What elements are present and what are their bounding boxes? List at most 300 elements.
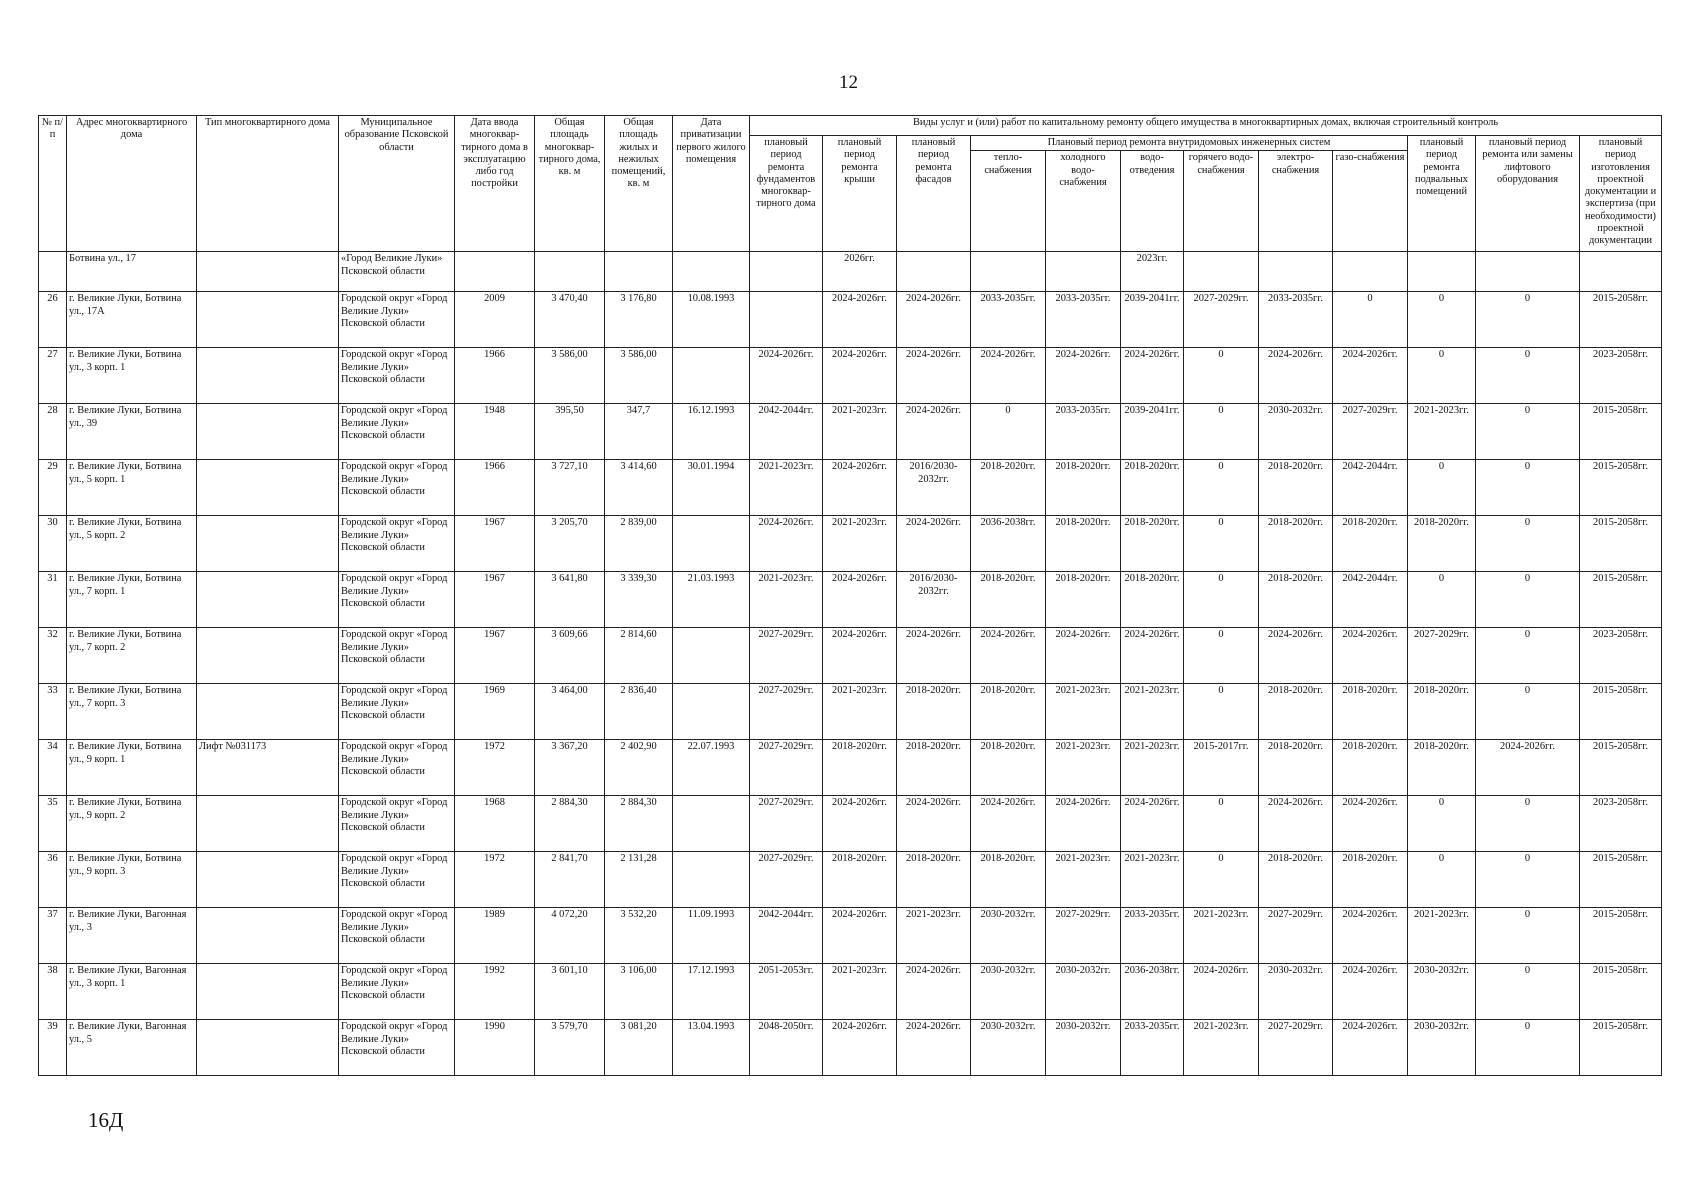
header-living-area: Общая площадь жилых и нежилых помещений, кв. м [605, 116, 673, 252]
table-cell: 0 [1408, 852, 1476, 908]
table-cell [197, 964, 339, 1020]
table-cell: 27 [39, 348, 67, 404]
table-cell: 31 [39, 572, 67, 628]
table-cell: 2018-2020гг. [1333, 516, 1408, 572]
table-cell [197, 252, 339, 292]
table-cell: 36 [39, 852, 67, 908]
header-municipality: Муниципальное образование Псковской области [339, 116, 455, 252]
header-hot-water: горячего водо-снабжения [1184, 151, 1259, 252]
table-cell: Ботвина ул., 17 [67, 252, 197, 292]
table-cell [197, 572, 339, 628]
table-cell: г. Великие Луки, Ботвина ул., 9 корп. 2 [67, 796, 197, 852]
table-cell: 17.12.1993 [673, 964, 750, 1020]
table-row [39, 404, 1662, 460]
table-cell [1580, 252, 1662, 292]
table-cell: 34 [39, 740, 67, 796]
table-row [39, 572, 1662, 628]
table-cell: 2 836,40 [605, 684, 673, 740]
table-cell: 2027-2029гг. [1259, 1020, 1333, 1076]
table-cell: 2024-2026гг. [897, 292, 971, 348]
header-cold-water: холодного водо-снабжения [1046, 151, 1121, 252]
table-cell: Городской округ «Город Великие Луки» Псковской области [339, 628, 455, 684]
table-cell: 2027-2029гг. [1046, 908, 1121, 964]
table-cell: 0 [1408, 348, 1476, 404]
table-cell: 2024-2026гг. [1333, 964, 1408, 1020]
table-cell: 2015-2017гг. [1184, 740, 1259, 796]
table-cell: 3 470,40 [535, 292, 605, 348]
table-cell: Городской округ «Город Великие Луки» Псковской области [339, 684, 455, 740]
table-cell: 2018-2020гг. [1259, 572, 1333, 628]
table-cell [197, 684, 339, 740]
table-cell: Городской округ «Город Великие Луки» Псковской области [339, 404, 455, 460]
table-cell: 2042-2044гг. [1333, 460, 1408, 516]
table-cell: 0 [1476, 684, 1580, 740]
table-cell: 1972 [455, 740, 535, 796]
table-cell [197, 404, 339, 460]
header-basement: плановый период ремонта подвальных помещений [1408, 136, 1476, 252]
table-row [39, 796, 1662, 852]
table-cell: 2018-2020гг. [1046, 572, 1121, 628]
table-cell: 4 072,20 [535, 908, 605, 964]
table-cell: 2024-2026гг. [897, 796, 971, 852]
table-cell: г. Великие Луки, Ботвина ул., 39 [67, 404, 197, 460]
table-cell: 2024-2026гг. [1333, 348, 1408, 404]
table-cell: 3 727,10 [535, 460, 605, 516]
table-cell: 2021-2023гг. [1046, 852, 1121, 908]
table-cell: 2023-2058гг. [1580, 348, 1662, 404]
table-cell: 2021-2023гг. [823, 684, 897, 740]
table-cell: «Город Великие Луки» Псковской области [339, 252, 455, 292]
table-cell: 2024-2026гг. [1259, 796, 1333, 852]
table-cell: 2021-2023гг. [1121, 852, 1184, 908]
table-cell [197, 292, 339, 348]
table-cell: 2018-2020гг. [1259, 740, 1333, 796]
table-cell: Лифт №031173 [197, 740, 339, 796]
table-cell: 2030-2032гг. [971, 908, 1046, 964]
table-cell: 2024-2026гг. [1259, 348, 1333, 404]
table-cell: 2033-2035гг. [1046, 404, 1121, 460]
table-cell: 1972 [455, 852, 535, 908]
table-cell [197, 460, 339, 516]
table-cell [1259, 252, 1333, 292]
table-cell [673, 252, 750, 292]
table-cell: г. Великие Луки, Ботвина ул., 7 корп. 3 [67, 684, 197, 740]
table-cell [197, 1020, 339, 1076]
table-cell: 1989 [455, 908, 535, 964]
table-cell: 2024-2026гг. [823, 292, 897, 348]
table-cell: 0 [1476, 1020, 1580, 1076]
table-cell: 2 884,30 [535, 796, 605, 852]
header-foundation: плановый период ремонта фундаментов многоквар-тирного дома [750, 136, 823, 252]
table-cell: 2021-2023гг. [1046, 684, 1121, 740]
table-cell: 3 464,00 [535, 684, 605, 740]
table-cell: 2018-2020гг. [1121, 460, 1184, 516]
table-cell: 3 205,70 [535, 516, 605, 572]
table-cell: Городской округ «Город Великие Луки» Псковской области [339, 740, 455, 796]
table-cell: 2033-2035гг. [971, 292, 1046, 348]
table-cell: 2024-2026гг. [1184, 964, 1259, 1020]
table-cell: 2015-2058гг. [1580, 964, 1662, 1020]
table-cell: 0 [1476, 292, 1580, 348]
table-cell: 3 601,10 [535, 964, 605, 1020]
table-cell: 2024-2026гг. [897, 348, 971, 404]
table-cell: 0 [1476, 964, 1580, 1020]
table-cell: 0 [1408, 460, 1476, 516]
table-cell: 0 [1476, 460, 1580, 516]
table-cell: 2024-2026гг. [897, 516, 971, 572]
table-cell [673, 628, 750, 684]
table-cell [673, 516, 750, 572]
table-cell [897, 252, 971, 292]
table-row [39, 740, 1662, 796]
table-cell [1184, 252, 1259, 292]
table-body [39, 252, 1662, 1076]
table-cell [197, 516, 339, 572]
table-cell: 2018-2020гг. [1259, 684, 1333, 740]
table-cell: 2018-2020гг. [1333, 852, 1408, 908]
table-cell: 1968 [455, 796, 535, 852]
table-cell: 2021-2023гг. [1184, 908, 1259, 964]
header-heat: тепло-снабжения [971, 151, 1046, 252]
table-cell: 2015-2058гг. [1580, 404, 1662, 460]
table-cell: 2021-2023гг. [823, 964, 897, 1020]
table-cell: 3 609,66 [535, 628, 605, 684]
table-cell: 0 [1408, 292, 1476, 348]
table-cell: 2021-2023гг. [1184, 1020, 1259, 1076]
table-row [39, 852, 1662, 908]
table-cell: 2015-2058гг. [1580, 516, 1662, 572]
table-cell: 2015-2058гг. [1580, 684, 1662, 740]
table-cell: 2024-2026гг. [897, 404, 971, 460]
table-cell: 2030-2032гг. [1259, 964, 1333, 1020]
table-cell: 2030-2032гг. [1408, 1020, 1476, 1076]
table-cell: 2039-2041гг. [1121, 404, 1184, 460]
table-cell: 2021-2023гг. [1121, 740, 1184, 796]
table-cell: 2027-2029гг. [1259, 908, 1333, 964]
table-cell [197, 852, 339, 908]
table-cell: 0 [1408, 796, 1476, 852]
table-cell: 10.08.1993 [673, 292, 750, 348]
table-cell: 2016/2030-2032гг. [897, 572, 971, 628]
table-cell: 0 [1476, 572, 1580, 628]
table-cell: 2023гг. [1121, 252, 1184, 292]
table-cell: 2024-2026гг. [971, 628, 1046, 684]
table-cell: г. Великие Луки, Ботвина ул., 9 корп. 1 [67, 740, 197, 796]
table-cell: г. Великие Луки, Вагонная ул., 3 корп. 1 [67, 964, 197, 1020]
table-cell: 0 [1476, 628, 1580, 684]
table-cell: 3 414,60 [605, 460, 673, 516]
table-cell: 0 [1476, 404, 1580, 460]
header-address: Адрес многоквартирного дома [67, 116, 197, 252]
table-cell: 2027-2029гг. [750, 796, 823, 852]
table-cell: 2024-2026гг. [897, 964, 971, 1020]
table-cell [605, 252, 673, 292]
table-cell: 0 [1184, 516, 1259, 572]
table-cell: 33 [39, 684, 67, 740]
table-cell: 2042-2044гг. [1333, 572, 1408, 628]
table-cell: г. Великие Луки, Ботвина ул., 7 корп. 1 [67, 572, 197, 628]
table-cell: 2042-2044гг. [750, 908, 823, 964]
table-cell: 2024-2026гг. [1046, 796, 1121, 852]
table-row [39, 684, 1662, 740]
table-row [39, 348, 1662, 404]
table-cell: 1969 [455, 684, 535, 740]
table-cell: 2018-2020гг. [971, 460, 1046, 516]
table-cell: 30.01.1994 [673, 460, 750, 516]
table-cell: г. Великие Луки, Вагонная ул., 5 [67, 1020, 197, 1076]
table-cell: 2024-2026гг. [897, 1020, 971, 1076]
table-cell: 2036-2038гг. [971, 516, 1046, 572]
table-cell: 2048-2050гг. [750, 1020, 823, 1076]
table-cell: 2015-2058гг. [1580, 292, 1662, 348]
table-cell: 28 [39, 404, 67, 460]
table-cell: 2009 [455, 292, 535, 348]
table-cell: 2021-2023гг. [750, 572, 823, 628]
header-roof: плановый период ремонта крыши [823, 136, 897, 252]
table-cell: 2024-2026гг. [823, 796, 897, 852]
table-cell: 2030-2032гг. [1259, 404, 1333, 460]
table-cell: 2018-2020гг. [1046, 460, 1121, 516]
header-electricity: электро-снабжения [1259, 151, 1333, 252]
table-cell: Городской округ «Город Великие Луки» Псковской области [339, 852, 455, 908]
table-cell: Городской округ «Город Великие Луки» Псковской области [339, 964, 455, 1020]
table-cell: 2018-2020гг. [971, 684, 1046, 740]
table-cell: 2024-2026гг. [1121, 628, 1184, 684]
table-cell: 2018-2020гг. [823, 852, 897, 908]
table-cell: 38 [39, 964, 67, 1020]
table-cell: 2042-2044гг. [750, 404, 823, 460]
table-cell: 0 [1476, 348, 1580, 404]
table-cell: 2023-2058гг. [1580, 796, 1662, 852]
table-cell: 11.09.1993 [673, 908, 750, 964]
table-cell: 2018-2020гг. [971, 852, 1046, 908]
table-cell: 2018-2020гг. [897, 740, 971, 796]
table-cell: 0 [1184, 852, 1259, 908]
table-cell: 2027-2029гг. [750, 852, 823, 908]
table-cell: 22.07.1993 [673, 740, 750, 796]
table-cell: 1966 [455, 460, 535, 516]
table-cell: 2030-2032гг. [1046, 964, 1121, 1020]
header-engineering-group: Плановый период ремонта внутридомовых инженерных систем [971, 136, 1408, 151]
table-cell: 2015-2058гг. [1580, 740, 1662, 796]
table-cell: 2018-2020гг. [1333, 684, 1408, 740]
table-cell: 0 [1476, 796, 1580, 852]
table-cell: 1966 [455, 348, 535, 404]
table-cell: 2015-2058гг. [1580, 852, 1662, 908]
table-cell [197, 628, 339, 684]
table-cell: 0 [1184, 684, 1259, 740]
table-cell: 2018-2020гг. [971, 572, 1046, 628]
capital-repair-table [38, 115, 1662, 1076]
table-cell: г. Великие Луки, Ботвина ул., 5 корп. 1 [67, 460, 197, 516]
table-cell: 0 [1184, 348, 1259, 404]
table-cell: 3 586,00 [535, 348, 605, 404]
table-cell: 2027-2029гг. [1184, 292, 1259, 348]
table-cell: 0 [1184, 796, 1259, 852]
table-cell [1046, 252, 1121, 292]
table-cell: 2030-2032гг. [1046, 1020, 1121, 1076]
table-cell: Городской округ «Город Великие Луки» Псковской области [339, 1020, 455, 1076]
table-cell: Городской округ «Город Великие Луки» Псковской области [339, 572, 455, 628]
table-cell: 2015-2058гг. [1580, 572, 1662, 628]
table-cell: 2018-2020гг. [1121, 516, 1184, 572]
table-cell: 2021-2023гг. [1046, 740, 1121, 796]
table-cell: 2015-2058гг. [1580, 460, 1662, 516]
table-cell: 1967 [455, 628, 535, 684]
table-cell [1333, 252, 1408, 292]
table-cell [673, 348, 750, 404]
table-cell: 0 [971, 404, 1046, 460]
table-cell: 0 [1476, 516, 1580, 572]
table-cell: 2024-2026гг. [1121, 796, 1184, 852]
table-cell: 2018-2020гг. [1259, 516, 1333, 572]
table-cell: 2021-2023гг. [823, 516, 897, 572]
table-cell: 3 339,30 [605, 572, 673, 628]
table-cell: 2027-2029гг. [750, 740, 823, 796]
table-cell: 2024-2026гг. [1046, 628, 1121, 684]
table-cell: 0 [1408, 572, 1476, 628]
table-cell [673, 684, 750, 740]
table-cell: 32 [39, 628, 67, 684]
table-row [39, 292, 1662, 348]
table-cell: 2018-2020гг. [1408, 516, 1476, 572]
table-cell: 2018-2020гг. [1121, 572, 1184, 628]
table-cell: Городской округ «Город Великие Луки» Псковской области [339, 348, 455, 404]
table-cell: 21.03.1993 [673, 572, 750, 628]
header-elevator: плановый период ремонта или замены лифтового оборудования [1476, 136, 1580, 252]
table-cell [39, 252, 67, 292]
table-cell: Городской округ «Город Великие Луки» Псковской области [339, 908, 455, 964]
table-cell: 37 [39, 908, 67, 964]
table-cell: 2024-2026гг. [971, 348, 1046, 404]
table-cell: 2024-2026гг. [1476, 740, 1580, 796]
table-cell: 2033-2035гг. [1121, 908, 1184, 964]
table-cell [455, 252, 535, 292]
table-cell: 2024-2026гг. [1333, 1020, 1408, 1076]
table-cell: 0 [1184, 404, 1259, 460]
table-row [39, 460, 1662, 516]
table-cell [535, 252, 605, 292]
table-cell: 2024-2026гг. [1121, 348, 1184, 404]
table-cell: 2026гг. [823, 252, 897, 292]
table-cell: 29 [39, 460, 67, 516]
table-cell: 2015-2058гг. [1580, 908, 1662, 964]
table-row-continuation [39, 252, 1662, 292]
table-cell: 0 [1184, 628, 1259, 684]
table-cell: 2021-2023гг. [750, 460, 823, 516]
table-cell: 30 [39, 516, 67, 572]
table-cell: 0 [1184, 572, 1259, 628]
table-cell: 2030-2032гг. [971, 1020, 1046, 1076]
table-cell: 1967 [455, 516, 535, 572]
table-cell: 2 402,90 [605, 740, 673, 796]
table-cell: 2024-2026гг. [823, 460, 897, 516]
table-cell [197, 796, 339, 852]
table-cell: 2018-2020гг. [897, 852, 971, 908]
header-gas: газо-снабжения [1333, 151, 1408, 252]
table-cell: 2018-2020гг. [1259, 852, 1333, 908]
table-cell: 0 [1476, 908, 1580, 964]
table-cell: 2024-2026гг. [823, 628, 897, 684]
table-cell: 2021-2023гг. [1121, 684, 1184, 740]
table-cell: г. Великие Луки, Ботвина ул., 5 корп. 2 [67, 516, 197, 572]
header-num: № п/п [39, 116, 67, 252]
table-cell: 2 841,70 [535, 852, 605, 908]
table-cell: 26 [39, 292, 67, 348]
table-cell: 2018-2020гг. [1046, 516, 1121, 572]
table-cell: 3 081,20 [605, 1020, 673, 1076]
table-cell: 2018-2020гг. [823, 740, 897, 796]
table-cell: 35 [39, 796, 67, 852]
table-cell: 2021-2023гг. [1408, 404, 1476, 460]
table-cell: 16.12.1993 [673, 404, 750, 460]
table-cell: 2024-2026гг. [750, 348, 823, 404]
table-cell: 2021-2023гг. [1408, 908, 1476, 964]
header-works-group: Виды услуг и (или) работ по капитальному ремонту общего имущества в многоквартирных домах, включая строительный контроль [750, 116, 1662, 136]
table-cell [673, 796, 750, 852]
table-cell [750, 252, 823, 292]
table-cell: 3 579,70 [535, 1020, 605, 1076]
table-cell: 3 532,20 [605, 908, 673, 964]
table-cell: 2024-2026гг. [1046, 348, 1121, 404]
table-cell: 2016/2030-2032гг. [897, 460, 971, 516]
table-cell: 2024-2026гг. [750, 516, 823, 572]
table-cell: г. Великие Луки, Ботвина ул., 3 корп. 1 [67, 348, 197, 404]
table-cell: 2018-2020гг. [1259, 460, 1333, 516]
table-cell: 1990 [455, 1020, 535, 1076]
table-cell: 2024-2026гг. [1259, 628, 1333, 684]
header-sewerage: водо-отведения [1121, 151, 1184, 252]
table-cell: 2024-2026гг. [1333, 628, 1408, 684]
table-cell: 2027-2029гг. [1408, 628, 1476, 684]
table-cell: 3 367,20 [535, 740, 605, 796]
table-cell: 3 641,80 [535, 572, 605, 628]
table-cell: Городской округ «Город Великие Луки» Псковской области [339, 460, 455, 516]
table-cell: 3 176,80 [605, 292, 673, 348]
table-cell: 2024-2026гг. [1333, 908, 1408, 964]
table-cell [1408, 252, 1476, 292]
table-cell: 0 [1476, 852, 1580, 908]
table-cell: 2039-2041гг. [1121, 292, 1184, 348]
table-cell: 395,50 [535, 404, 605, 460]
table-cell: 2018-2020гг. [1333, 740, 1408, 796]
table-cell: г. Великие Луки, Ботвина ул., 17А [67, 292, 197, 348]
table-cell: 2 839,00 [605, 516, 673, 572]
table-cell: 2030-2032гг. [1408, 964, 1476, 1020]
table-cell: 2018-2020гг. [897, 684, 971, 740]
table-cell: г. Великие Луки, Ботвина ул., 9 корп. 3 [67, 852, 197, 908]
table-cell: 2027-2029гг. [1333, 404, 1408, 460]
table-cell: 2015-2058гг. [1580, 1020, 1662, 1076]
table-cell: 2024-2026гг. [897, 628, 971, 684]
table-cell: 0 [1333, 292, 1408, 348]
header-date-commission: Дата ввода многоквар-тирного дома в эксплуатацию либо год постройки [455, 116, 535, 252]
table-cell: 2024-2026гг. [823, 348, 897, 404]
table-cell [971, 252, 1046, 292]
table-cell: 13.04.1993 [673, 1020, 750, 1076]
table-cell: 2033-2035гг. [1121, 1020, 1184, 1076]
table-cell: 2051-2053гг. [750, 964, 823, 1020]
table-cell: 2033-2035гг. [1259, 292, 1333, 348]
table-cell: 2024-2026гг. [1333, 796, 1408, 852]
table-cell: г. Великие Луки, Вагонная ул., 3 [67, 908, 197, 964]
table-cell: 2036-2038гг. [1121, 964, 1184, 1020]
table-cell: 2027-2029гг. [750, 628, 823, 684]
table-cell: 2 814,60 [605, 628, 673, 684]
table-cell: 2024-2026гг. [823, 572, 897, 628]
header-design-docs: плановый период изготовления проектной документации и экспертиза (при необходимости) проектной документации [1580, 136, 1662, 252]
table-cell: 2 131,28 [605, 852, 673, 908]
